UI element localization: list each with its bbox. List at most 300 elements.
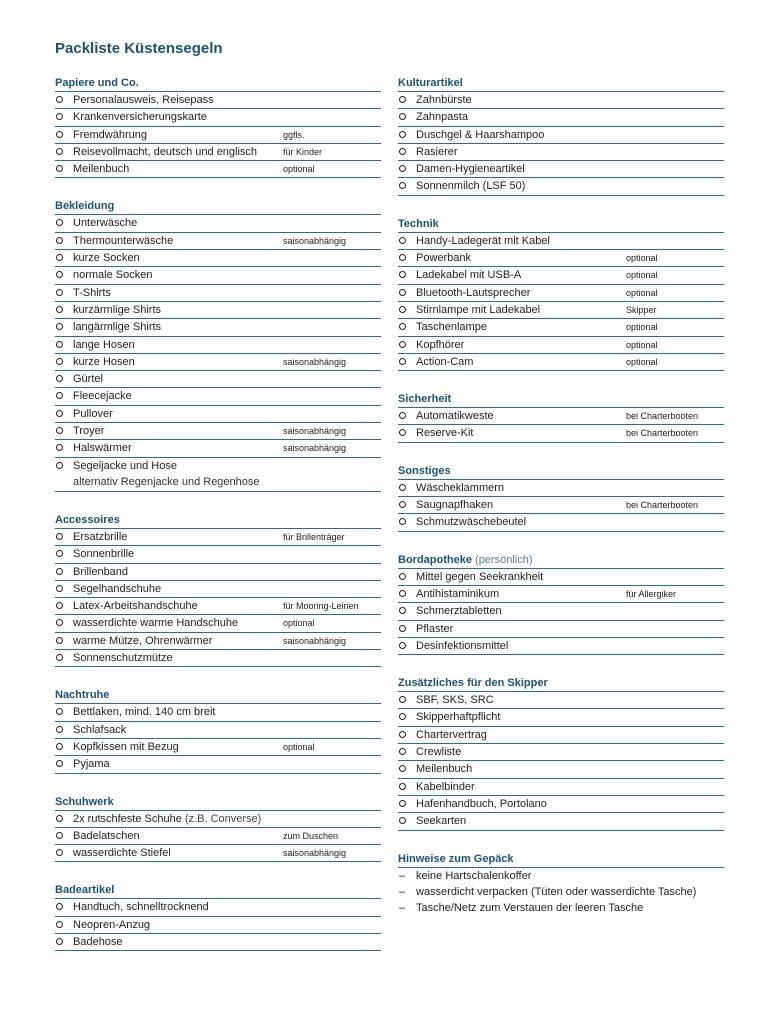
section-zusätzliches-für-den-skipper bbox=[398, 676, 724, 830]
item-label-text: Skipperhaftpflicht bbox=[416, 711, 501, 724]
item-label-text: Pyjama bbox=[73, 758, 110, 771]
checkbox-circle-icon[interactable] bbox=[399, 817, 406, 824]
checklist-item[interactable] bbox=[55, 650, 381, 667]
item-note: ggfls. bbox=[283, 129, 305, 140]
section-title bbox=[398, 76, 724, 92]
item-label-text: Crewliste bbox=[416, 746, 462, 759]
checkbox-circle-icon[interactable] bbox=[56, 921, 63, 928]
item-label-text: lange Hosen bbox=[73, 338, 135, 351]
item-label-text: kurze Hosen bbox=[73, 355, 135, 368]
checkbox-circle-icon[interactable] bbox=[399, 165, 406, 172]
hint-item bbox=[398, 900, 724, 916]
item-label-text: Pullover bbox=[73, 407, 113, 420]
checkbox-circle-icon[interactable] bbox=[56, 462, 63, 469]
checklist-item[interactable] bbox=[398, 425, 724, 442]
checkbox-circle-icon[interactable] bbox=[399, 783, 406, 790]
checklist-item[interactable] bbox=[55, 423, 381, 440]
checklist-item[interactable] bbox=[55, 371, 381, 388]
item-note: für Allergiker bbox=[626, 588, 677, 599]
item-label-text: Halswärmer bbox=[73, 442, 132, 455]
section-subtitle: (persönlich) bbox=[471, 553, 533, 566]
checklist-item[interactable] bbox=[398, 761, 724, 778]
checkbox-circle-icon[interactable] bbox=[399, 323, 406, 330]
checkbox-circle-icon[interactable] bbox=[56, 637, 63, 644]
checklist-item[interactable] bbox=[55, 704, 381, 721]
checkbox-circle-icon[interactable] bbox=[399, 731, 406, 738]
item-label bbox=[416, 144, 458, 160]
item-label bbox=[73, 267, 153, 283]
item-label bbox=[73, 285, 111, 301]
item-label-text: Automatikweste bbox=[416, 410, 494, 423]
item-label bbox=[73, 215, 137, 231]
checkbox-circle-icon[interactable] bbox=[399, 501, 406, 508]
item-label bbox=[73, 337, 135, 353]
checkbox-circle-icon[interactable] bbox=[56, 903, 63, 910]
checkbox-circle-icon[interactable] bbox=[56, 743, 63, 750]
checklist-item[interactable] bbox=[55, 319, 381, 336]
item-label-text: Segeljacke und Hose bbox=[73, 459, 177, 472]
checkbox-circle-icon[interactable] bbox=[399, 412, 406, 419]
item-sub-note: alternativ Regenjacke und Regenhose bbox=[55, 474, 381, 492]
item-label bbox=[73, 722, 126, 738]
checklist-item[interactable] bbox=[55, 739, 381, 756]
checkbox-circle-icon[interactable] bbox=[56, 358, 63, 365]
checkbox-circle-icon[interactable] bbox=[56, 323, 63, 330]
item-label bbox=[73, 302, 161, 318]
item-label bbox=[416, 425, 473, 441]
checklist-item[interactable] bbox=[398, 796, 724, 813]
item-label bbox=[416, 709, 500, 725]
item-label-text: Duschgel & Haarshampoo bbox=[416, 128, 545, 141]
section-title bbox=[55, 688, 381, 704]
checklist-item[interactable] bbox=[398, 813, 724, 830]
item-label bbox=[73, 371, 103, 387]
checklist-item[interactable] bbox=[55, 899, 381, 916]
checklist-item[interactable] bbox=[55, 388, 381, 405]
hint-item bbox=[398, 884, 724, 900]
item-label-text: Sonnenbrille bbox=[73, 548, 135, 561]
item-label bbox=[73, 633, 212, 649]
item-label-text: Damen-Hygieneartikel bbox=[416, 163, 525, 176]
item-note: saisonabhängig bbox=[283, 635, 347, 646]
checkbox-circle-icon[interactable] bbox=[56, 375, 63, 382]
section-technik bbox=[398, 217, 724, 371]
checkbox-circle-icon[interactable] bbox=[399, 358, 406, 365]
checklist-item[interactable] bbox=[55, 267, 381, 284]
checkbox-circle-icon[interactable] bbox=[399, 341, 406, 348]
checkbox-circle-icon[interactable] bbox=[56, 444, 63, 451]
checklist-item[interactable] bbox=[398, 250, 724, 267]
checklist-item[interactable] bbox=[55, 934, 381, 951]
checklist-item[interactable] bbox=[55, 581, 381, 598]
item-note: für Mooring-Leinen bbox=[283, 601, 359, 612]
checkbox-circle-icon[interactable] bbox=[56, 254, 63, 261]
checkbox-circle-icon[interactable] bbox=[399, 271, 406, 278]
checkbox-circle-icon[interactable] bbox=[56, 938, 63, 945]
checklist-item[interactable] bbox=[398, 319, 724, 336]
item-label bbox=[416, 92, 472, 108]
checklist-item[interactable] bbox=[398, 621, 724, 638]
checkbox-circle-icon[interactable] bbox=[399, 289, 406, 296]
checkbox-circle-icon[interactable] bbox=[399, 182, 406, 189]
checkbox-circle-icon[interactable] bbox=[56, 533, 63, 540]
checkbox-circle-icon[interactable] bbox=[399, 573, 406, 580]
item-label-text: Handy-Ladegerät mit Kabel bbox=[416, 234, 550, 247]
checkbox-circle-icon[interactable] bbox=[399, 96, 406, 103]
checkbox-circle-icon[interactable] bbox=[56, 832, 63, 839]
item-label bbox=[73, 423, 104, 439]
item-note: optional bbox=[626, 270, 658, 281]
checkbox-circle-icon[interactable] bbox=[399, 429, 406, 436]
item-label-text: warme Mütze, Ohrenwärmer bbox=[73, 634, 213, 647]
checklist-item[interactable] bbox=[398, 480, 724, 497]
hint-text: Tasche/Netz zum Verstauen der leeren Tasche bbox=[416, 902, 644, 915]
item-label-text: Badelatschen bbox=[73, 829, 140, 842]
item-note: zum Duschen bbox=[283, 830, 339, 841]
item-label-text: Ladekabel mit USB-A bbox=[416, 269, 522, 282]
section-schuhwerk bbox=[55, 795, 381, 863]
checkbox-circle-icon[interactable] bbox=[56, 148, 63, 155]
item-label-text: Reserve-Kit bbox=[416, 427, 474, 440]
item-label-text: Taschenlampe bbox=[416, 321, 487, 334]
item-label bbox=[73, 811, 261, 827]
section-title-text: Bordapotheke bbox=[398, 553, 472, 566]
item-label bbox=[416, 744, 461, 760]
checklist-item[interactable] bbox=[55, 546, 381, 563]
item-label-text: wasserdichte warme Handschuhe bbox=[73, 617, 239, 630]
item-label-text: Schlafsack bbox=[73, 723, 127, 736]
checklist-item[interactable] bbox=[55, 633, 381, 650]
checklist-item[interactable] bbox=[55, 233, 381, 250]
item-label bbox=[416, 109, 468, 125]
checklist-item[interactable] bbox=[55, 161, 381, 178]
checkbox-circle-icon[interactable] bbox=[56, 410, 63, 417]
checklist-item[interactable] bbox=[398, 109, 724, 126]
item-label-text: Handtuch, schnelltrocknend bbox=[73, 901, 209, 914]
checkbox-circle-icon[interactable] bbox=[56, 815, 63, 822]
checkbox-circle-icon[interactable] bbox=[399, 306, 406, 313]
item-label bbox=[416, 586, 499, 602]
section-papiere-und-co bbox=[55, 76, 381, 178]
section-title bbox=[55, 883, 381, 899]
checkbox-circle-icon[interactable] bbox=[399, 254, 406, 261]
item-label bbox=[73, 899, 209, 915]
section-title-text: Sonstiges bbox=[398, 464, 451, 477]
checklist-item[interactable] bbox=[55, 337, 381, 354]
checklist-item[interactable] bbox=[398, 161, 724, 178]
item-note: optional bbox=[626, 287, 658, 298]
checklist-item[interactable] bbox=[398, 709, 724, 726]
item-label bbox=[416, 480, 504, 496]
checklist-item[interactable] bbox=[55, 109, 381, 126]
checkbox-circle-icon[interactable] bbox=[56, 619, 63, 626]
item-label-text: kurze Socken bbox=[73, 252, 140, 265]
checklist-item[interactable] bbox=[398, 408, 724, 425]
item-note: für Kinder bbox=[283, 146, 323, 157]
checklist-item[interactable] bbox=[398, 92, 724, 109]
item-label-text: Antihistaminikum bbox=[416, 587, 500, 600]
item-note: saisonabhängig bbox=[283, 848, 347, 859]
checklist-item[interactable] bbox=[398, 144, 724, 161]
section-nachtruhe bbox=[55, 688, 381, 773]
item-label bbox=[416, 603, 502, 619]
section-badeartikel bbox=[55, 883, 381, 951]
section-title-text: Papiere und Co. bbox=[55, 77, 139, 89]
checkbox-circle-icon[interactable] bbox=[56, 760, 63, 767]
checklist-item[interactable] bbox=[55, 406, 381, 423]
item-label bbox=[73, 109, 207, 125]
item-label bbox=[73, 161, 129, 177]
item-detail: (z.B. Converse) bbox=[181, 812, 262, 825]
checklist-item[interactable] bbox=[398, 744, 724, 761]
item-label-text: Rasierer bbox=[416, 145, 458, 158]
checklist-item[interactable] bbox=[55, 811, 381, 828]
item-label bbox=[73, 739, 179, 755]
section-title bbox=[55, 795, 381, 811]
item-note: optional bbox=[283, 741, 315, 752]
checkbox-circle-icon[interactable] bbox=[399, 113, 406, 120]
checklist-item[interactable] bbox=[398, 127, 724, 144]
checkbox-circle-icon[interactable] bbox=[56, 654, 63, 661]
dash-bullet-icon: – bbox=[399, 902, 406, 915]
checklist-item[interactable] bbox=[55, 92, 381, 109]
item-label bbox=[416, 250, 471, 266]
checklist-item[interactable] bbox=[55, 250, 381, 267]
item-label-text: wasserdichte Stiefel bbox=[73, 847, 171, 860]
checkbox-circle-icon[interactable] bbox=[56, 602, 63, 609]
item-label bbox=[73, 92, 214, 108]
item-label-text: Chartervertrag bbox=[416, 728, 487, 741]
checkbox-circle-icon[interactable] bbox=[56, 165, 63, 172]
checklist-item[interactable] bbox=[398, 337, 724, 354]
checkbox-circle-icon[interactable] bbox=[56, 392, 63, 399]
checkbox-circle-icon[interactable] bbox=[399, 625, 406, 632]
item-label-text: Krankenversicherungskarte bbox=[73, 111, 207, 124]
item-label bbox=[73, 529, 127, 545]
section-bekleidung bbox=[55, 199, 381, 491]
section-bordapotheke bbox=[398, 553, 724, 655]
item-label bbox=[416, 638, 508, 654]
checklist-item[interactable] bbox=[398, 497, 724, 514]
checklist-item[interactable] bbox=[55, 285, 381, 302]
item-label bbox=[416, 621, 453, 637]
item-label bbox=[73, 144, 257, 160]
item-label-text: Fleecejacke bbox=[73, 390, 132, 403]
item-note: optional bbox=[283, 618, 315, 629]
item-label-text: Action-Cam bbox=[416, 355, 474, 368]
item-label bbox=[73, 127, 147, 143]
checkbox-circle-icon[interactable] bbox=[399, 607, 406, 614]
checklist-item[interactable] bbox=[55, 598, 381, 615]
checklist-item[interactable] bbox=[398, 267, 724, 284]
checklist-item[interactable] bbox=[398, 569, 724, 586]
item-label-text: Brillenband bbox=[73, 565, 129, 578]
item-label bbox=[73, 828, 140, 844]
checklist-item[interactable] bbox=[398, 779, 724, 796]
right-column bbox=[398, 76, 724, 937]
item-label-text: Sonnenschutzmütze bbox=[73, 652, 173, 665]
item-label-text: Neopren-Anzug bbox=[73, 918, 151, 931]
item-label-text: Schmerztabletten bbox=[416, 605, 502, 618]
item-note: optional bbox=[283, 164, 315, 175]
checkbox-circle-icon[interactable] bbox=[399, 800, 406, 807]
checkbox-circle-icon[interactable] bbox=[56, 568, 63, 575]
checkbox-circle-icon[interactable] bbox=[56, 271, 63, 278]
item-label bbox=[73, 354, 135, 370]
checkbox-circle-icon[interactable] bbox=[56, 306, 63, 313]
section-title-text: Kulturartikel bbox=[398, 77, 463, 89]
item-label bbox=[416, 302, 540, 318]
item-note: optional bbox=[626, 356, 658, 367]
item-label bbox=[416, 161, 525, 177]
section-title bbox=[398, 464, 724, 480]
section-title-text: Nachtruhe bbox=[55, 689, 110, 702]
checkbox-circle-icon[interactable] bbox=[56, 585, 63, 592]
item-label-text: Bluetooth-Lautsprecher bbox=[416, 286, 531, 299]
hint-text: wasserdicht verpacken (Tüten oder wasserdichte Tasche) bbox=[416, 885, 697, 898]
item-label-text: Seekarten bbox=[416, 815, 467, 828]
checkbox-circle-icon[interactable] bbox=[56, 726, 63, 733]
item-note: Skipper bbox=[626, 304, 657, 315]
item-label-text: Powerbank bbox=[416, 252, 472, 265]
section-kulturartikel bbox=[398, 76, 724, 196]
section-accessoires bbox=[55, 513, 381, 667]
checkbox-circle-icon[interactable] bbox=[399, 765, 406, 772]
checklist-item[interactable] bbox=[55, 564, 381, 581]
item-label bbox=[73, 388, 132, 404]
item-label bbox=[416, 337, 464, 353]
item-label-text: Latex-Arbeitshandschuhe bbox=[73, 600, 198, 613]
item-note: saisonabhängig bbox=[283, 356, 347, 367]
item-label bbox=[73, 564, 128, 580]
checkbox-circle-icon[interactable] bbox=[399, 696, 406, 703]
checkbox-circle-icon[interactable] bbox=[56, 550, 63, 557]
section-title-text: Badeartikel bbox=[55, 884, 115, 897]
item-note: bei Charterbooten bbox=[626, 411, 699, 422]
item-label bbox=[73, 704, 215, 720]
checklist-item[interactable] bbox=[398, 178, 724, 195]
section-title-text: Accessoires bbox=[55, 513, 120, 526]
item-note: saisonabhängig bbox=[283, 443, 347, 454]
section-title-text: Technik bbox=[398, 217, 439, 230]
checklist-item[interactable] bbox=[398, 638, 724, 655]
checklist-item[interactable] bbox=[398, 586, 724, 603]
checkbox-circle-icon[interactable] bbox=[56, 113, 63, 120]
page-title: Packliste Küstensegeln bbox=[55, 40, 223, 57]
checklist-item[interactable] bbox=[55, 440, 381, 457]
item-label-text: Troyer bbox=[73, 425, 105, 438]
item-label-text: Bettlaken, mind. 140 cm breit bbox=[73, 706, 216, 719]
checklist-item[interactable] bbox=[55, 845, 381, 862]
section-title bbox=[398, 553, 724, 569]
checkbox-circle-icon[interactable] bbox=[56, 96, 63, 103]
checkbox-circle-icon[interactable] bbox=[399, 748, 406, 755]
checkbox-circle-icon[interactable] bbox=[56, 289, 63, 296]
checklist-item[interactable] bbox=[55, 615, 381, 632]
item-label-text: Meilenbuch bbox=[416, 763, 473, 776]
checklist-item[interactable] bbox=[398, 285, 724, 302]
item-label-text: Sonnenmilch (LSF 50) bbox=[416, 180, 526, 193]
checkbox-circle-icon[interactable] bbox=[399, 484, 406, 491]
item-label-text: Zahnpasta bbox=[416, 111, 468, 124]
checklist-item[interactable] bbox=[398, 514, 724, 531]
section-title bbox=[55, 76, 381, 92]
item-label-text: Segelhandschuhe bbox=[73, 582, 162, 595]
checklist-item[interactable] bbox=[55, 458, 381, 474]
checklist-item[interactable] bbox=[398, 727, 724, 744]
checkbox-circle-icon[interactable] bbox=[56, 849, 63, 856]
item-note: saisonabhängig bbox=[283, 426, 347, 437]
item-label bbox=[416, 233, 550, 249]
checklist-item[interactable] bbox=[55, 127, 381, 144]
item-label bbox=[73, 546, 134, 562]
item-label bbox=[416, 761, 472, 777]
checklist-item[interactable] bbox=[55, 529, 381, 546]
checkbox-circle-icon[interactable] bbox=[399, 642, 406, 649]
checklist-item[interactable] bbox=[55, 215, 381, 232]
item-label-text: Gürtel bbox=[73, 373, 103, 386]
checkbox-circle-icon[interactable] bbox=[399, 518, 406, 525]
checklist-item[interactable] bbox=[398, 302, 724, 319]
checklist-item[interactable] bbox=[398, 233, 724, 250]
item-note: für Brillenträger bbox=[283, 531, 345, 542]
checkbox-circle-icon[interactable] bbox=[56, 237, 63, 244]
checklist-item[interactable] bbox=[55, 756, 381, 773]
item-note: optional bbox=[626, 322, 658, 333]
item-label-text: Mittel gegen Seekrankheit bbox=[416, 570, 544, 583]
item-label bbox=[416, 569, 543, 585]
item-label-text: Pflaster bbox=[416, 622, 454, 635]
item-label-text: Ersatzbrille bbox=[73, 530, 128, 543]
checkbox-circle-icon[interactable] bbox=[399, 148, 406, 155]
dash-bullet-icon: – bbox=[399, 869, 406, 882]
checklist-item[interactable] bbox=[55, 144, 381, 161]
item-label-text: Saugnapfhaken bbox=[416, 499, 494, 512]
checkbox-circle-icon[interactable] bbox=[56, 131, 63, 138]
checkbox-circle-icon[interactable] bbox=[56, 427, 63, 434]
checkbox-circle-icon[interactable] bbox=[56, 341, 63, 348]
checkbox-circle-icon[interactable] bbox=[56, 219, 63, 226]
checkbox-circle-icon[interactable] bbox=[399, 237, 406, 244]
checklist-item[interactable] bbox=[55, 302, 381, 319]
item-label bbox=[73, 440, 132, 456]
item-label bbox=[416, 354, 473, 370]
section-title-text: Zusätzliches für den Skipper bbox=[398, 677, 548, 690]
section-title-text: Schuhwerk bbox=[55, 795, 114, 808]
checkbox-circle-icon[interactable] bbox=[399, 590, 406, 597]
checkbox-circle-icon[interactable] bbox=[56, 708, 63, 715]
section-title bbox=[55, 199, 381, 215]
item-label bbox=[73, 615, 238, 631]
checklist-item[interactable] bbox=[55, 917, 381, 934]
checklist-item[interactable] bbox=[55, 828, 381, 845]
section-title-text: Sicherheit bbox=[398, 393, 452, 406]
checkbox-circle-icon[interactable] bbox=[399, 131, 406, 138]
section-sicherheit bbox=[398, 392, 724, 443]
checklist-item[interactable] bbox=[398, 692, 724, 709]
item-label-text: Kopfkissen mit Bezug bbox=[73, 740, 179, 753]
checklist-item[interactable] bbox=[398, 603, 724, 620]
item-label bbox=[416, 408, 494, 424]
checklist-item[interactable] bbox=[398, 354, 724, 371]
section-sonstiges bbox=[398, 464, 724, 532]
item-label-text: Kabelbinder bbox=[416, 780, 475, 793]
checklist-item[interactable] bbox=[55, 354, 381, 371]
item-label-text: kurzärmlige Shirts bbox=[73, 303, 162, 316]
section-title bbox=[398, 217, 724, 233]
checklist-item[interactable] bbox=[55, 722, 381, 739]
checkbox-circle-icon[interactable] bbox=[399, 713, 406, 720]
